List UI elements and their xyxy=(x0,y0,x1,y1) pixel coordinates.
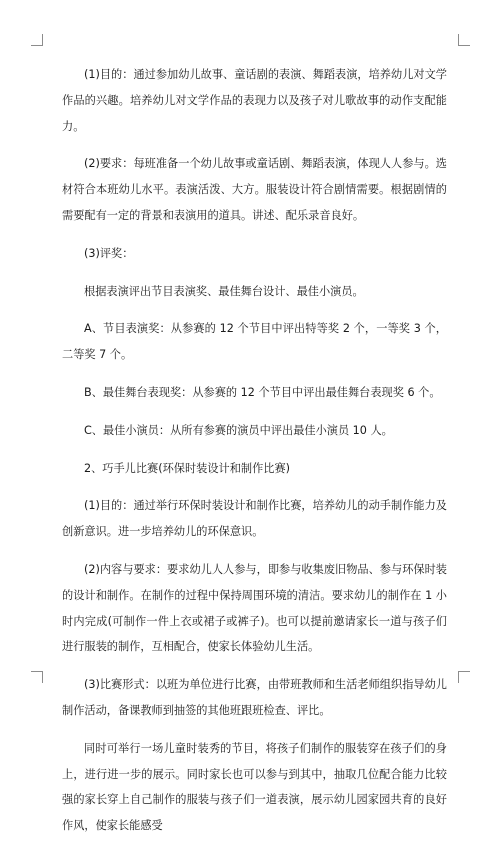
crop-mark-bottom-left xyxy=(31,671,43,683)
paragraph-awards-intro: 根据表演评出节目表演奖、最佳舞台设计、最佳小演员。 xyxy=(84,284,364,298)
paragraph-awards-heading: (3)评奖： xyxy=(84,246,134,260)
paragraph-requirements: (2)要求：每班准备一个幼儿故事或童话剧、舞蹈表演，体现人人参与。选材符合本班幼儿水平。表演活泼、大方。服装设计符合剧情需要。根据剧情的需要配有一定的背景和表演用的道具。讲述、配乐录音良好。 xyxy=(62,157,447,222)
document-body xyxy=(62,62,447,851)
crop-mark-top-right xyxy=(458,34,470,46)
crop-mark-bottom-right xyxy=(458,671,470,683)
paragraph-award-c: C、最佳小演员：从所有参赛的演员中评出最佳小演员 10 人。 xyxy=(84,423,393,437)
section-heading-handcraft-contest: 2、巧手儿比赛(环保时装设计和制作比赛) xyxy=(84,461,291,475)
paragraph-award-b: B、最佳舞台表现奖：从参赛的 12 个节目中评出最佳舞台表现奖 6 个。 xyxy=(84,385,441,399)
paragraph-award-a: A、节目表演奖：从参赛的 12 个节目中评出特等奖 2 个，一等奖 3 个，二等奖 7 个。 xyxy=(62,322,447,362)
paragraph-purpose: (1)目的：通过参加幼儿故事、童话剧的表演、舞蹈表演，培养幼儿对文学作品的兴趣。培养幼儿对文学作品的表现力以及孩子对儿歌故事的动作支配能力。 xyxy=(62,68,447,133)
crop-mark-top-left xyxy=(31,34,43,46)
paragraph-contest-format: (3)比赛形式：以班为单位进行比赛，由带班教师和生活老师组织指导幼儿制作活动，备课教师到抽签的其他班跟班检查、评比。 xyxy=(62,678,447,717)
paragraph-fashion-show: 同时可举行一场儿童时装秀的节目，将孩子们制作的服装穿在孩子们的身上，进行进一步的展示。同时家长也可以参与到其中，抽取几位配合能力比较强的家长穿上自己制作的服装与孩子们一道表演，展示幼儿园家园共育的良好作风，使家长能感受 xyxy=(62,741,447,833)
paragraph-contest-purpose: (1)目的：通过举行环保时装设计和制作比赛，培养幼儿的动手制作能力及创新意识。进一步培养幼儿的环保意识。 xyxy=(62,499,447,539)
paragraph-contest-content: (2)内容与要求：要求幼儿人人参与，即参与收集废旧物品、参与环保时装的设计和制作。在制作的过程中保持周围环境的清洁。要求幼儿的制作在 1 小时内完成(可制作一件上衣或裙子或裤子)。也可以提前邀请家长一道与孩子们进行服装的制作，互相配合，使家长体验幼儿生活。 xyxy=(62,562,447,654)
